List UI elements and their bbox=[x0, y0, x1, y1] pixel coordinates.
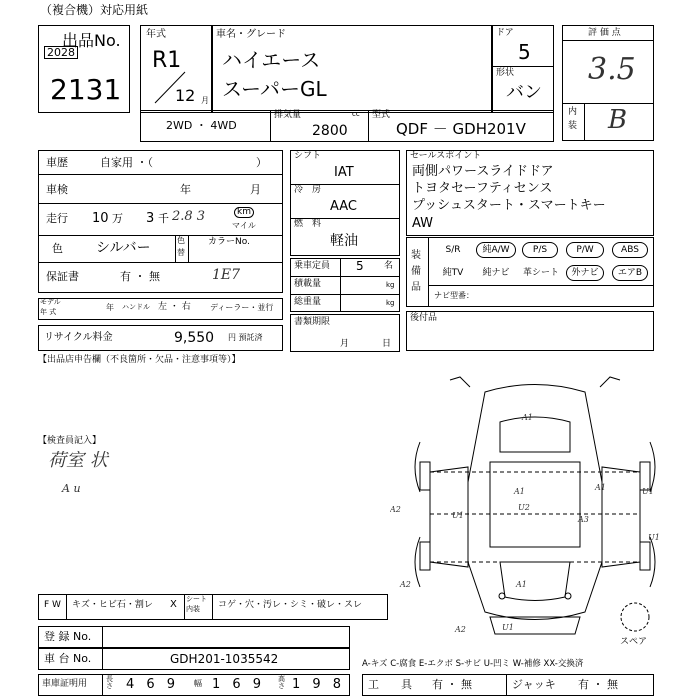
color-no-label: カラーNo. bbox=[208, 237, 250, 247]
inspection-year-unit: 年 bbox=[180, 183, 191, 196]
recycle-unit: 円 預託済 bbox=[228, 333, 263, 342]
equip-sunroof: S/R bbox=[445, 245, 461, 255]
inspection-month-unit: 月 bbox=[250, 183, 261, 196]
seat-text: コゲ・穴・汚レ・シミ・破レ・スレ bbox=[218, 600, 363, 610]
chassis-label: 車 台 No. bbox=[44, 652, 92, 665]
length-value: 4 6 9 bbox=[126, 677, 180, 692]
inspector-note-2: A u bbox=[62, 482, 81, 495]
lot-stamp: 2028 bbox=[44, 46, 78, 59]
interior-grade: B bbox=[608, 105, 628, 135]
damage-label: A1 bbox=[522, 413, 533, 422]
equip-airbag: エアB bbox=[612, 265, 648, 281]
damage-label: A1 bbox=[514, 487, 525, 496]
equip-leather: 革シート bbox=[522, 268, 559, 278]
height-label: 高さ bbox=[278, 675, 285, 690]
selling-point-4: AW bbox=[412, 216, 434, 231]
shift-value: IAT bbox=[334, 165, 354, 180]
equipment-label-2: 備 bbox=[411, 266, 421, 277]
model-year-label-1: モデル bbox=[40, 298, 61, 306]
damage-label: A1 bbox=[595, 483, 606, 492]
model-name: ハイエース bbox=[222, 48, 321, 72]
damage-label: A2 bbox=[455, 625, 466, 634]
displacement-value: 2800 bbox=[312, 123, 348, 139]
year-label: 年式 bbox=[146, 29, 166, 40]
jack-value: 有 ・ 無 bbox=[578, 678, 618, 691]
capacity-label: 乗車定員 bbox=[294, 261, 331, 271]
damage-legend: A-キズ C-腐食 E-エクボ S-サビ U-凹ミ W-補修 XX-交換済 bbox=[362, 659, 584, 669]
model-year-unit: 年 bbox=[106, 303, 114, 312]
year-value: R1 bbox=[152, 48, 182, 73]
lot-label: 出品No. bbox=[62, 31, 121, 50]
damage-label: A2 bbox=[390, 505, 401, 514]
aftermarket-label: 後付品 bbox=[410, 313, 438, 323]
color-change-1: 色 bbox=[177, 236, 185, 245]
history-value-close: ） bbox=[256, 156, 267, 169]
recycle-value: 9,550 bbox=[174, 330, 215, 346]
interior-label-2: 装 bbox=[568, 121, 578, 131]
body-label: 形状 bbox=[496, 68, 515, 78]
tools-value: 有 ・ 無 bbox=[432, 678, 472, 691]
inspector-title: 【検査員記入】 bbox=[38, 436, 102, 446]
jack-label: ジャッキ bbox=[512, 678, 556, 691]
ac-value: AAC bbox=[330, 199, 357, 214]
equip-alloy-wheels: 純A/W bbox=[476, 242, 516, 258]
damage-label: A1 bbox=[516, 580, 527, 589]
load-unit: kg bbox=[386, 281, 395, 289]
name-label: 車名・グレード bbox=[216, 29, 286, 40]
seat-label-2: 内装 bbox=[186, 605, 200, 613]
equip-power-steering: P/S bbox=[522, 242, 558, 258]
form-title: （複合機）対応用紙 bbox=[40, 3, 149, 17]
load-label: 積載量 bbox=[294, 279, 322, 289]
length-label: 長さ bbox=[106, 675, 113, 690]
equip-aftermarket-navi: 外ナビ bbox=[566, 265, 604, 281]
mileage-label: 走行 bbox=[46, 212, 68, 225]
aftermarket-box bbox=[406, 311, 654, 351]
color-label: 色 bbox=[52, 242, 63, 255]
fw-mark: X bbox=[170, 599, 177, 610]
history-value: 自家用 ・（ bbox=[100, 156, 153, 169]
mileage-man: 10 bbox=[92, 211, 109, 226]
drive-value: 2WD ・ 4WD bbox=[166, 119, 237, 132]
damage-label: A3 bbox=[578, 515, 589, 524]
width-value: 1 6 9 bbox=[212, 677, 266, 692]
grade-name: スーパーGL bbox=[222, 77, 327, 101]
spare-label: スペア bbox=[620, 637, 648, 647]
equip-abs: ABS bbox=[612, 242, 648, 258]
capacity-unit: 名 bbox=[384, 261, 394, 271]
mileage-handwritten: 2.8 3 bbox=[172, 209, 206, 224]
damage-label: U1 bbox=[648, 533, 660, 542]
selling-point-3: プッシュスタート・スマートキー bbox=[412, 198, 606, 213]
weight-label: 総重量 bbox=[294, 297, 322, 307]
model-code-label: 型式 bbox=[372, 110, 391, 120]
color-change-2: 替 bbox=[177, 248, 185, 257]
equip-power-windows: P/W bbox=[566, 242, 604, 258]
doors-value: 5 bbox=[518, 40, 531, 64]
km-unit: km bbox=[234, 207, 254, 218]
handle-label: ハンドル bbox=[122, 303, 150, 311]
displacement-label: 排気量 bbox=[274, 110, 302, 120]
mileage-man-unit: 万 bbox=[112, 212, 123, 225]
month-unit: 月 bbox=[201, 96, 209, 105]
docs-label: 書類期限 bbox=[294, 317, 331, 327]
fw-label: F W bbox=[44, 600, 61, 610]
fuel-label: 燃 料 bbox=[294, 219, 322, 229]
body-value: バン bbox=[506, 82, 542, 103]
color-value: シルバー bbox=[96, 240, 151, 256]
docs-month-unit: 月 bbox=[340, 339, 350, 349]
chassis-value: GDH201-1035542 bbox=[170, 652, 279, 666]
inspector-note-1: 荷室 状 bbox=[48, 450, 108, 471]
model-code-value: QDF － GDH201V bbox=[396, 120, 526, 138]
weight-unit: kg bbox=[386, 299, 395, 307]
doors-label: ドア bbox=[496, 28, 514, 38]
mile-unit: マイル bbox=[232, 221, 256, 230]
equip-navi: 純ナビ bbox=[482, 268, 510, 278]
model-year-label-2: 年 式 bbox=[40, 308, 57, 316]
mileage-sen-unit: 千 bbox=[158, 212, 169, 225]
color-no-value: 1E7 bbox=[212, 267, 241, 283]
tools-label: 工 具 bbox=[368, 678, 412, 691]
height-value: 1 9 8 bbox=[292, 677, 346, 692]
equipment-label-1: 装 bbox=[411, 250, 421, 261]
damage-label: U1 bbox=[642, 487, 654, 496]
handle-value: 左 ・ 右 bbox=[158, 302, 191, 312]
month-value: 12 bbox=[175, 86, 196, 105]
selling-point-2: トヨタセーフティセンス bbox=[412, 181, 553, 196]
selling-point-1: 両側パワースライドドア bbox=[412, 164, 554, 179]
damage-label: A2 bbox=[400, 580, 411, 589]
capacity-value: 5 bbox=[356, 259, 364, 273]
reg-label: 登 録 No. bbox=[44, 630, 92, 643]
equip-tv: 純TV bbox=[442, 268, 464, 278]
dealer-notes-title: 【出品店申告欄（不良箇所・欠品・注意事項等）】 bbox=[38, 355, 241, 365]
mileage-sen: 3 bbox=[146, 211, 155, 226]
warranty-value: 有 ・ 無 bbox=[120, 270, 160, 283]
ac-label: 冷 房 bbox=[294, 185, 322, 195]
width-label: 幅 bbox=[194, 679, 202, 688]
seat-label-1: シート bbox=[186, 595, 207, 603]
fw-text: キズ・ヒビ石・割レ bbox=[72, 600, 153, 610]
warranty-label: 保証書 bbox=[46, 270, 79, 283]
equipment-label-3: 品 bbox=[411, 282, 421, 293]
rating-title: 評 価 点 bbox=[588, 28, 621, 38]
damage-label: U1 bbox=[452, 511, 464, 520]
dealer-value: ディーラー・並行 bbox=[210, 303, 274, 312]
lot-number: 2131 bbox=[50, 73, 122, 106]
rating-score: 3.5 bbox=[588, 52, 636, 87]
history-label: 車歴 bbox=[46, 156, 68, 169]
cc-unit: cc bbox=[352, 110, 360, 118]
damage-label: U1 bbox=[502, 623, 514, 632]
interior-label-1: 内 bbox=[568, 107, 578, 117]
recycle-label: リサイクル料金 bbox=[44, 332, 113, 343]
docs-day-unit: 日 bbox=[382, 339, 392, 349]
shift-label: シフト bbox=[294, 151, 322, 161]
fuel-value: 軽油 bbox=[330, 233, 358, 249]
inspection-label: 車検 bbox=[46, 183, 68, 196]
dims-label: 車庫証明用 bbox=[42, 679, 88, 689]
damage-label: U2 bbox=[518, 503, 530, 512]
selling-points-title: セールスポイント bbox=[410, 151, 482, 161]
car-diagram bbox=[390, 372, 680, 647]
navi-model-label: ナビ型番： bbox=[434, 291, 474, 300]
